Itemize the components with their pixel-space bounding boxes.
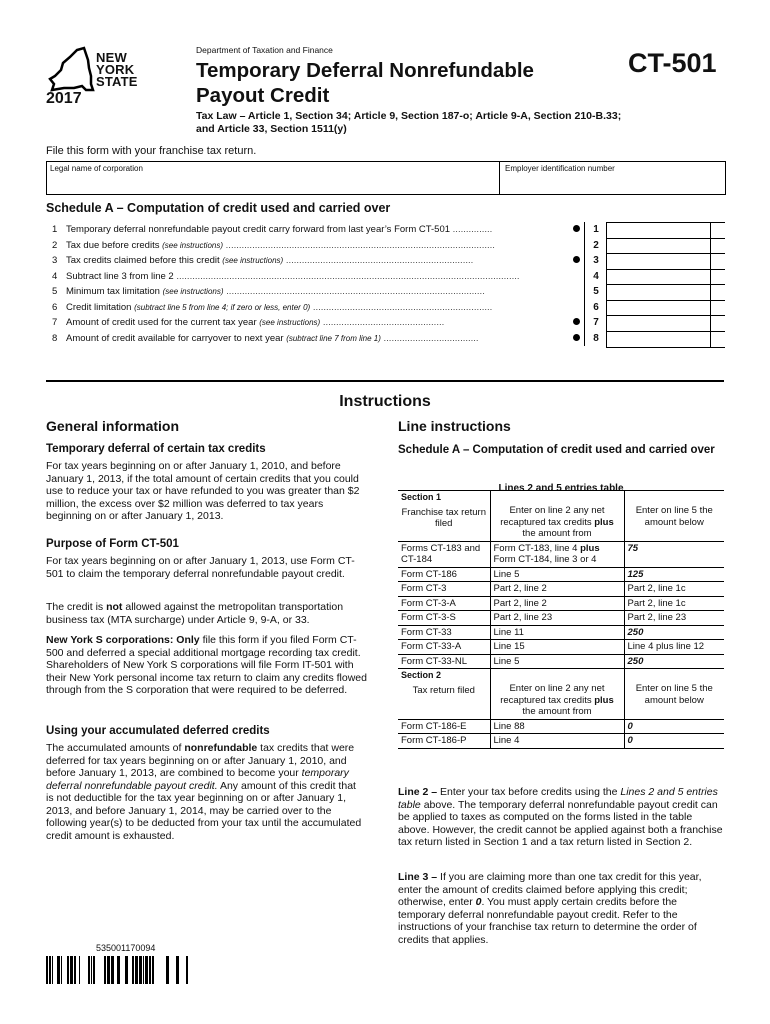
- required-bullet-icon: [573, 256, 580, 263]
- barcode-bar: [49, 956, 51, 984]
- legal-name-field[interactable]: Legal name of corporation: [50, 164, 143, 173]
- line-description: Tax due before credits (see instructions) ......................................................................................................: [66, 239, 495, 251]
- schedule-a-instr-subheading: Schedule A – Computation of credit used and carried over: [398, 444, 715, 456]
- using-credits-paragraph: The accumulated amounts of nonrefundable tax credits that were deferred for tax years beginning on or after January 1, 2010, and before January 1, 2013, are combined to become your temporary deferral nonrefundable payout credit. Any amount of this credit that is not deductible for the tax year beginning on or after January 1, 2013, and before January 1, 2014, may be carried over to the following year(s) to be deducted from your tax until the accumulated credit amount is exhausted.: [46, 742, 362, 842]
- barcode-number: 535001170094: [96, 943, 156, 953]
- barcode-bar: [139, 956, 142, 984]
- barcode: [46, 956, 194, 984]
- barcode-bar: [145, 956, 148, 984]
- line2-cell: Part 2, line 2: [490, 582, 624, 597]
- col2-header: Enter on line 2 any net recaptured tax credits plus the amount from: [490, 491, 624, 542]
- schedule-a-line-6: [46, 300, 724, 316]
- schedule-a-line-3: [46, 253, 724, 269]
- line-box-number: 6: [584, 300, 607, 316]
- line-number: 7: [52, 317, 58, 328]
- cents-field[interactable]: [710, 284, 725, 301]
- cents-field[interactable]: [710, 331, 725, 349]
- form-cell: Form CT-3-A: [398, 596, 490, 611]
- entries-row: [398, 640, 724, 655]
- form-year: 2017: [46, 90, 82, 107]
- barcode-bar: [79, 956, 80, 984]
- barcode-bar: [132, 956, 134, 984]
- barcode-bar: [143, 956, 144, 984]
- cents-field[interactable]: [710, 222, 725, 239]
- barcode-bar: [166, 956, 169, 984]
- entries-row: [398, 567, 724, 582]
- line-box-number: 5: [584, 284, 607, 300]
- line-box-number: 1: [584, 222, 607, 238]
- amount-field[interactable]: [606, 331, 725, 349]
- form-cell: Form CT-3-S: [398, 611, 490, 626]
- amount-field[interactable]: [606, 300, 725, 317]
- entries-row: [398, 582, 724, 597]
- cents-field[interactable]: [710, 269, 725, 286]
- purpose-paragraph: For tax years beginning on or after January 1, 2013, use Form CT-501 to claim the temporary deferral nonrefundable payout credit.: [46, 555, 355, 580]
- schedule-a-title: Schedule A – Computation of credit used and carried over: [46, 201, 391, 215]
- cents-field[interactable]: [710, 238, 725, 255]
- form-title: Temporary Deferral Nonrefundable Payout Credit: [196, 59, 534, 107]
- line5-cell: 75: [624, 541, 724, 567]
- line5-cell: 125: [624, 567, 724, 582]
- col1-header: Franchise tax return filed: [401, 506, 486, 529]
- barcode-bar: [117, 956, 120, 984]
- entries-table-title: Lines 2 and 5 entries table: [398, 483, 724, 494]
- barcode-bar: [176, 956, 179, 984]
- line-number: 2: [52, 239, 58, 251]
- line2-cell: Line 11: [490, 625, 624, 640]
- schedule-a-line-1: [46, 222, 724, 238]
- form-cell: Forms CT-183 and CT-184: [398, 541, 490, 567]
- line5-cell: Line 4 plus line 12: [624, 640, 724, 655]
- col2-header-s2: Enter on line 2 any net recaptured tax credits plus the amount from: [490, 669, 624, 720]
- barcode-bar: [104, 956, 106, 984]
- line-description: Amount of credit used for the current tax year (see instructions) ..............................................: [66, 317, 445, 328]
- line-description: Minimum tax limitation (see instructions) ..................................................................................................: [66, 286, 485, 297]
- schedule-a-line-2: [46, 238, 724, 254]
- deferral-subheading: Temporary deferral of certain tax credits: [46, 443, 266, 455]
- line5-cell: 250: [624, 625, 724, 640]
- amount-field[interactable]: [606, 315, 725, 332]
- instructions-heading: Instructions: [339, 393, 431, 410]
- required-bullet-icon: [573, 225, 580, 232]
- form-number: CT-501: [628, 48, 717, 78]
- barcode-bar: [52, 956, 53, 984]
- form-cell: Form CT-186: [398, 567, 490, 582]
- line-box-number: 3: [584, 253, 607, 269]
- barcode-bar: [135, 956, 138, 984]
- line-box-number: 7: [584, 315, 607, 331]
- barcode-bar: [111, 956, 114, 984]
- line2-cell: Line 5: [490, 567, 624, 582]
- line-number: 6: [52, 301, 58, 313]
- deferral-paragraph: For tax years beginning on or after January 1, 2010, and before January 1, 2013, if the total amount of certain credits that you could use to reduce your tax or have refunded to you was greater than $2 million, the excess over $2 million was deferred to tax years beginning on or after January 1, 2013.: [46, 460, 360, 522]
- barcode-bar: [152, 956, 154, 984]
- barcode-bar: [93, 956, 95, 984]
- entries-row: [398, 734, 724, 749]
- barcode-bar: [46, 956, 48, 984]
- line-number: 1: [52, 224, 58, 235]
- entries-row: [398, 719, 724, 734]
- amount-field[interactable]: [606, 284, 725, 301]
- line-box-number: 4: [584, 269, 607, 285]
- line5-cell: Part 2, line 1c: [624, 582, 724, 597]
- cents-field[interactable]: [710, 253, 725, 270]
- line-number: 8: [52, 332, 58, 344]
- section-2-label: Section 2: [401, 670, 442, 680]
- barcode-bar: [70, 956, 73, 984]
- form-cell: Form CT-3: [398, 582, 490, 597]
- line-number: 4: [52, 270, 58, 282]
- line5-cell: 250: [624, 654, 724, 669]
- col3-header: Enter on line 5 the amount below: [624, 491, 724, 542]
- tax-law-reference: Tax Law – Article 1, Section 34; Article 9, Section 187-o; Article 9-A, Section 210-B.33; and Article 33, Section 1511(y): [196, 110, 622, 135]
- form-cell: Form CT-186-E: [398, 719, 490, 734]
- line-description: Amount of credit available for carryover to next year (subtract line 7 from line 1) ....................................: [66, 332, 479, 344]
- logo-state-text: NEW YORK STATE: [96, 50, 138, 89]
- barcode-bar: [57, 956, 60, 984]
- line-2-instructions: Line 2 – Enter your tax before credits using the Lines 2 and 5 entries table above. The temporary deferral nonrefundable payout credit can be applied to taxes as computed on the forms listed in the table above. However, the credit cannot be applied against both a franchise tax return listed in Section 1 and a tax return listed in Section 2.: [398, 786, 723, 848]
- barcode-bar: [61, 956, 62, 984]
- form-cell: Form CT-186-P: [398, 734, 490, 749]
- amount-field[interactable]: [606, 269, 725, 286]
- barcode-bar: [125, 956, 128, 984]
- line2-cell: Line 5: [490, 654, 624, 669]
- section-divider: [46, 380, 724, 382]
- line2-cell: Line 4: [490, 734, 624, 749]
- line-description: Credit limitation (subtract line 5 from line 4; if zero or less, enter 0) ....................................................................: [66, 301, 493, 313]
- entries-row: [398, 625, 724, 640]
- schedule-a-line-5: [46, 284, 724, 300]
- amount-field[interactable]: [606, 222, 725, 239]
- filing-instruction: File this form with your franchise tax return.: [46, 145, 257, 157]
- department-name: Department of Taxation and Finance: [196, 45, 333, 55]
- line-description: Tax credits claimed before this credit (see instructions) .......................................................................: [66, 255, 474, 266]
- line5-cell: Part 2, line 23: [624, 611, 724, 626]
- line-box-number: 2: [584, 238, 607, 254]
- form-cell: Form CT-33-A: [398, 640, 490, 655]
- general-info-heading: General information: [46, 418, 180, 434]
- line5-cell: 0: [624, 734, 724, 749]
- entries-row: [398, 611, 724, 626]
- barcode-bar: [74, 956, 76, 984]
- line5-cell: Part 2, line 1c: [624, 596, 724, 611]
- schedule-a-line-8: [46, 331, 724, 347]
- barcode-bar: [149, 956, 151, 984]
- line-description: Temporary deferral nonrefundable payout credit carry forward from last year’s Form CT-501 ...............: [66, 224, 493, 235]
- line5-cell: 0: [624, 719, 724, 734]
- entries-row: [398, 541, 724, 567]
- cents-field[interactable]: [710, 300, 725, 317]
- schedule-a-table: [46, 222, 724, 346]
- line-description: Subtract line 3 from line 2 ..................................................................................................................................: [66, 270, 520, 282]
- line-number: 3: [52, 255, 58, 266]
- line2-cell: Line 88: [490, 719, 624, 734]
- required-bullet-icon: [573, 334, 580, 341]
- form-cell: Form CT-33: [398, 625, 490, 640]
- ein-field[interactable]: Employer identification number: [505, 164, 615, 173]
- required-bullet-icon: [573, 318, 580, 325]
- line2-cell: Line 15: [490, 640, 624, 655]
- s-corp-paragraph: New York S corporations: Only file this form if you filed Form CT-500 and deferred a special additional mortgage recording tax credit. Shareholders of New York S corporations will file Form IT-501 with their New York personal income tax return to claim any credits flowed through from the S corporation that were required to be deferred.: [46, 634, 367, 696]
- line2-cell: Form CT-183, line 4 plus Form CT-184, line 3 or 4: [490, 541, 624, 567]
- using-credits-subheading: Using your accumulated deferred credits: [46, 725, 270, 737]
- col1-header-s2: Tax return filed: [412, 684, 475, 696]
- schedule-a-line-7: [46, 315, 724, 331]
- amount-field[interactable]: [606, 238, 725, 255]
- mta-paragraph: The credit is not allowed against the metropolitan transportation business tax (MTA surcharge) under Article 9, 9-A, or 33.: [46, 601, 344, 626]
- cents-field[interactable]: [710, 315, 725, 332]
- identification-box: [46, 161, 726, 195]
- barcode-bar: [186, 956, 188, 984]
- schedule-a-line-4: [46, 269, 724, 285]
- line2-cell: Part 2, line 2: [490, 596, 624, 611]
- entries-table: [398, 490, 724, 749]
- line-number: 5: [52, 286, 58, 297]
- barcode-bar: [107, 956, 110, 984]
- purpose-subheading: Purpose of Form CT-501: [46, 538, 179, 550]
- amount-field[interactable]: [606, 253, 725, 270]
- barcode-bar: [67, 956, 69, 984]
- entries-row: [398, 596, 724, 611]
- line-box-number: 8: [584, 331, 607, 347]
- col3-header-s2: Enter on line 5 the amount below: [624, 669, 724, 720]
- line2-cell: Part 2, line 23: [490, 611, 624, 626]
- barcode-bar: [88, 956, 90, 984]
- form-cell: Form CT-33-NL: [398, 654, 490, 669]
- section-1-label: Section 1: [401, 492, 442, 502]
- barcode-bar: [91, 956, 92, 984]
- line-3-instructions: Line 3 – If you are claiming more than one tax credit for this year, enter the amount of credits claimed before applying this credit; otherwise, enter 0. You must apply certain credits before the temporary deferral nonrefundable payout credit. Refer to the instructions of your franchise tax return to determine the order of credits that applies.: [398, 871, 702, 946]
- line-instructions-heading: Line instructions: [398, 418, 511, 434]
- entries-row: [398, 654, 724, 669]
